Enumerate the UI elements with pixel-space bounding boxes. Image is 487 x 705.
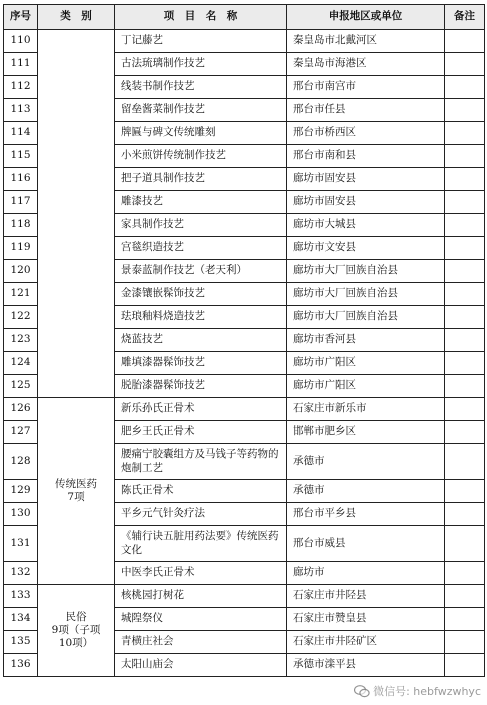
row-number: 110 <box>4 30 38 53</box>
region-cell: 承德市 <box>287 444 445 480</box>
row-number: 130 <box>4 503 38 526</box>
region-cell: 石家庄市新乐市 <box>287 398 445 421</box>
region-cell: 邢台市南宫市 <box>287 76 445 99</box>
region-cell: 承德市滦平县 <box>287 654 445 677</box>
region-cell: 廊坊市 <box>287 562 445 585</box>
row-number: 136 <box>4 654 38 677</box>
category-cell <box>38 30 115 398</box>
row-number: 125 <box>4 375 38 398</box>
project-name: 青横庄社会 <box>115 631 287 654</box>
region-cell: 廊坊市大厂回族自治县 <box>287 306 445 329</box>
header-category: 类 别 <box>38 5 115 30</box>
project-name: 古法琉璃制作技艺 <box>115 53 287 76</box>
note-cell <box>445 306 485 329</box>
row-number: 129 <box>4 480 38 503</box>
note-cell <box>445 283 485 306</box>
region-cell: 廊坊市大厂回族自治县 <box>287 283 445 306</box>
watermark <box>354 683 481 699</box>
row-number: 127 <box>4 421 38 444</box>
note-cell <box>445 214 485 237</box>
note-cell <box>445 608 485 631</box>
region-cell: 邯郸市肥乡区 <box>287 421 445 444</box>
header-no: 序号 <box>4 5 38 30</box>
region-cell: 石家庄市赞皇县 <box>287 608 445 631</box>
region-cell: 廊坊市大城县 <box>287 214 445 237</box>
region-cell: 石家庄市井陉县 <box>287 585 445 608</box>
row-number: 121 <box>4 283 38 306</box>
region-cell: 邢台市平乡县 <box>287 503 445 526</box>
project-name: 留垒酱菜制作技艺 <box>115 99 287 122</box>
note-cell <box>445 398 485 421</box>
row-number: 126 <box>4 398 38 421</box>
region-cell: 承德市 <box>287 480 445 503</box>
project-name: 陈氏正骨术 <box>115 480 287 503</box>
region-cell: 邢台市威县 <box>287 526 445 562</box>
note-cell <box>445 375 485 398</box>
note-cell <box>445 585 485 608</box>
note-cell <box>445 191 485 214</box>
note-cell <box>445 99 485 122</box>
project-name: 丁记藤艺 <box>115 30 287 53</box>
project-name: 腰痛宁胶囊组方及马钱子等药物的炮制工艺 <box>115 444 287 480</box>
table-body <box>4 30 485 677</box>
heritage-list-table-wrap <box>3 4 484 677</box>
note-cell <box>445 76 485 99</box>
project-name: 中医李氏正骨术 <box>115 562 287 585</box>
project-name: 金漆镶嵌髹饰技艺 <box>115 283 287 306</box>
project-name: 宫毯织造技艺 <box>115 237 287 260</box>
note-cell <box>445 352 485 375</box>
header-note: 备注 <box>445 5 485 30</box>
row-number: 135 <box>4 631 38 654</box>
note-cell <box>445 237 485 260</box>
project-name: 把子道具制作技艺 <box>115 168 287 191</box>
header-project: 项 目 名 称 <box>115 5 287 30</box>
row-number: 134 <box>4 608 38 631</box>
row-number: 116 <box>4 168 38 191</box>
wechat-icon <box>354 685 370 698</box>
note-cell <box>445 444 485 480</box>
note-cell <box>445 145 485 168</box>
note-cell <box>445 631 485 654</box>
region-cell: 秦皇岛市北戴河区 <box>287 30 445 53</box>
project-name: 雕填漆器髹饰技艺 <box>115 352 287 375</box>
note-cell <box>445 329 485 352</box>
row-number: 120 <box>4 260 38 283</box>
note-cell <box>445 421 485 444</box>
row-number: 111 <box>4 53 38 76</box>
region-cell: 廊坊市广阳区 <box>287 375 445 398</box>
project-name: 景泰蓝制作技艺（老天利） <box>115 260 287 283</box>
table-header-row <box>4 5 485 30</box>
table-row <box>4 585 485 608</box>
region-cell: 廊坊市文安县 <box>287 237 445 260</box>
row-number: 122 <box>4 306 38 329</box>
note-cell <box>445 562 485 585</box>
region-cell: 廊坊市香河县 <box>287 329 445 352</box>
note-cell <box>445 53 485 76</box>
project-name: 牌匾与碑文传统雕刻 <box>115 122 287 145</box>
project-name: 家具制作技艺 <box>115 214 287 237</box>
header-region: 申报地区或单位 <box>287 5 445 30</box>
region-cell: 石家庄市井陉矿区 <box>287 631 445 654</box>
row-number: 132 <box>4 562 38 585</box>
project-name: 肥乡王氏正骨术 <box>115 421 287 444</box>
note-cell <box>445 30 485 53</box>
region-cell: 廊坊市固安县 <box>287 168 445 191</box>
row-number: 119 <box>4 237 38 260</box>
project-name: 新乐孙氏正骨术 <box>115 398 287 421</box>
region-cell: 秦皇岛市海港区 <box>287 53 445 76</box>
note-cell <box>445 480 485 503</box>
table-row <box>4 398 485 421</box>
category-cell: 传统医药 7项 <box>38 398 115 585</box>
row-number: 131 <box>4 526 38 562</box>
project-name: 雕漆技艺 <box>115 191 287 214</box>
project-name: 核桃园打树花 <box>115 585 287 608</box>
heritage-list-table <box>3 4 485 677</box>
project-name: 小米煎饼传统制作技艺 <box>115 145 287 168</box>
region-cell: 邢台市桥西区 <box>287 122 445 145</box>
note-cell <box>445 260 485 283</box>
project-name: 珐琅釉料烧造技艺 <box>115 306 287 329</box>
row-number: 128 <box>4 444 38 480</box>
row-number: 112 <box>4 76 38 99</box>
region-cell: 邢台市南和县 <box>287 145 445 168</box>
watermark-text: 微信号: hebfwzwhyc <box>373 685 481 698</box>
row-number: 118 <box>4 214 38 237</box>
category-cell: 民俗 9项（子项 10项） <box>38 585 115 677</box>
project-name: 线装书制作技艺 <box>115 76 287 99</box>
project-name: 《辅行诀五脏用药法要》传统医药文化 <box>115 526 287 562</box>
region-cell: 廊坊市大厂回族自治县 <box>287 260 445 283</box>
region-cell: 廊坊市广阳区 <box>287 352 445 375</box>
note-cell <box>445 122 485 145</box>
region-cell: 邢台市任县 <box>287 99 445 122</box>
region-cell: 廊坊市固安县 <box>287 191 445 214</box>
row-number: 117 <box>4 191 38 214</box>
project-name: 脱胎漆器髹饰技艺 <box>115 375 287 398</box>
note-cell <box>445 526 485 562</box>
row-number: 113 <box>4 99 38 122</box>
row-number: 115 <box>4 145 38 168</box>
row-number: 124 <box>4 352 38 375</box>
note-cell <box>445 654 485 677</box>
project-name: 烧蓝技艺 <box>115 329 287 352</box>
row-number: 133 <box>4 585 38 608</box>
project-name: 平乡元气针灸疗法 <box>115 503 287 526</box>
project-name: 太阳山庙会 <box>115 654 287 677</box>
project-name: 城隍祭仪 <box>115 608 287 631</box>
table-row <box>4 30 485 53</box>
note-cell <box>445 168 485 191</box>
row-number: 123 <box>4 329 38 352</box>
note-cell <box>445 503 485 526</box>
row-number: 114 <box>4 122 38 145</box>
